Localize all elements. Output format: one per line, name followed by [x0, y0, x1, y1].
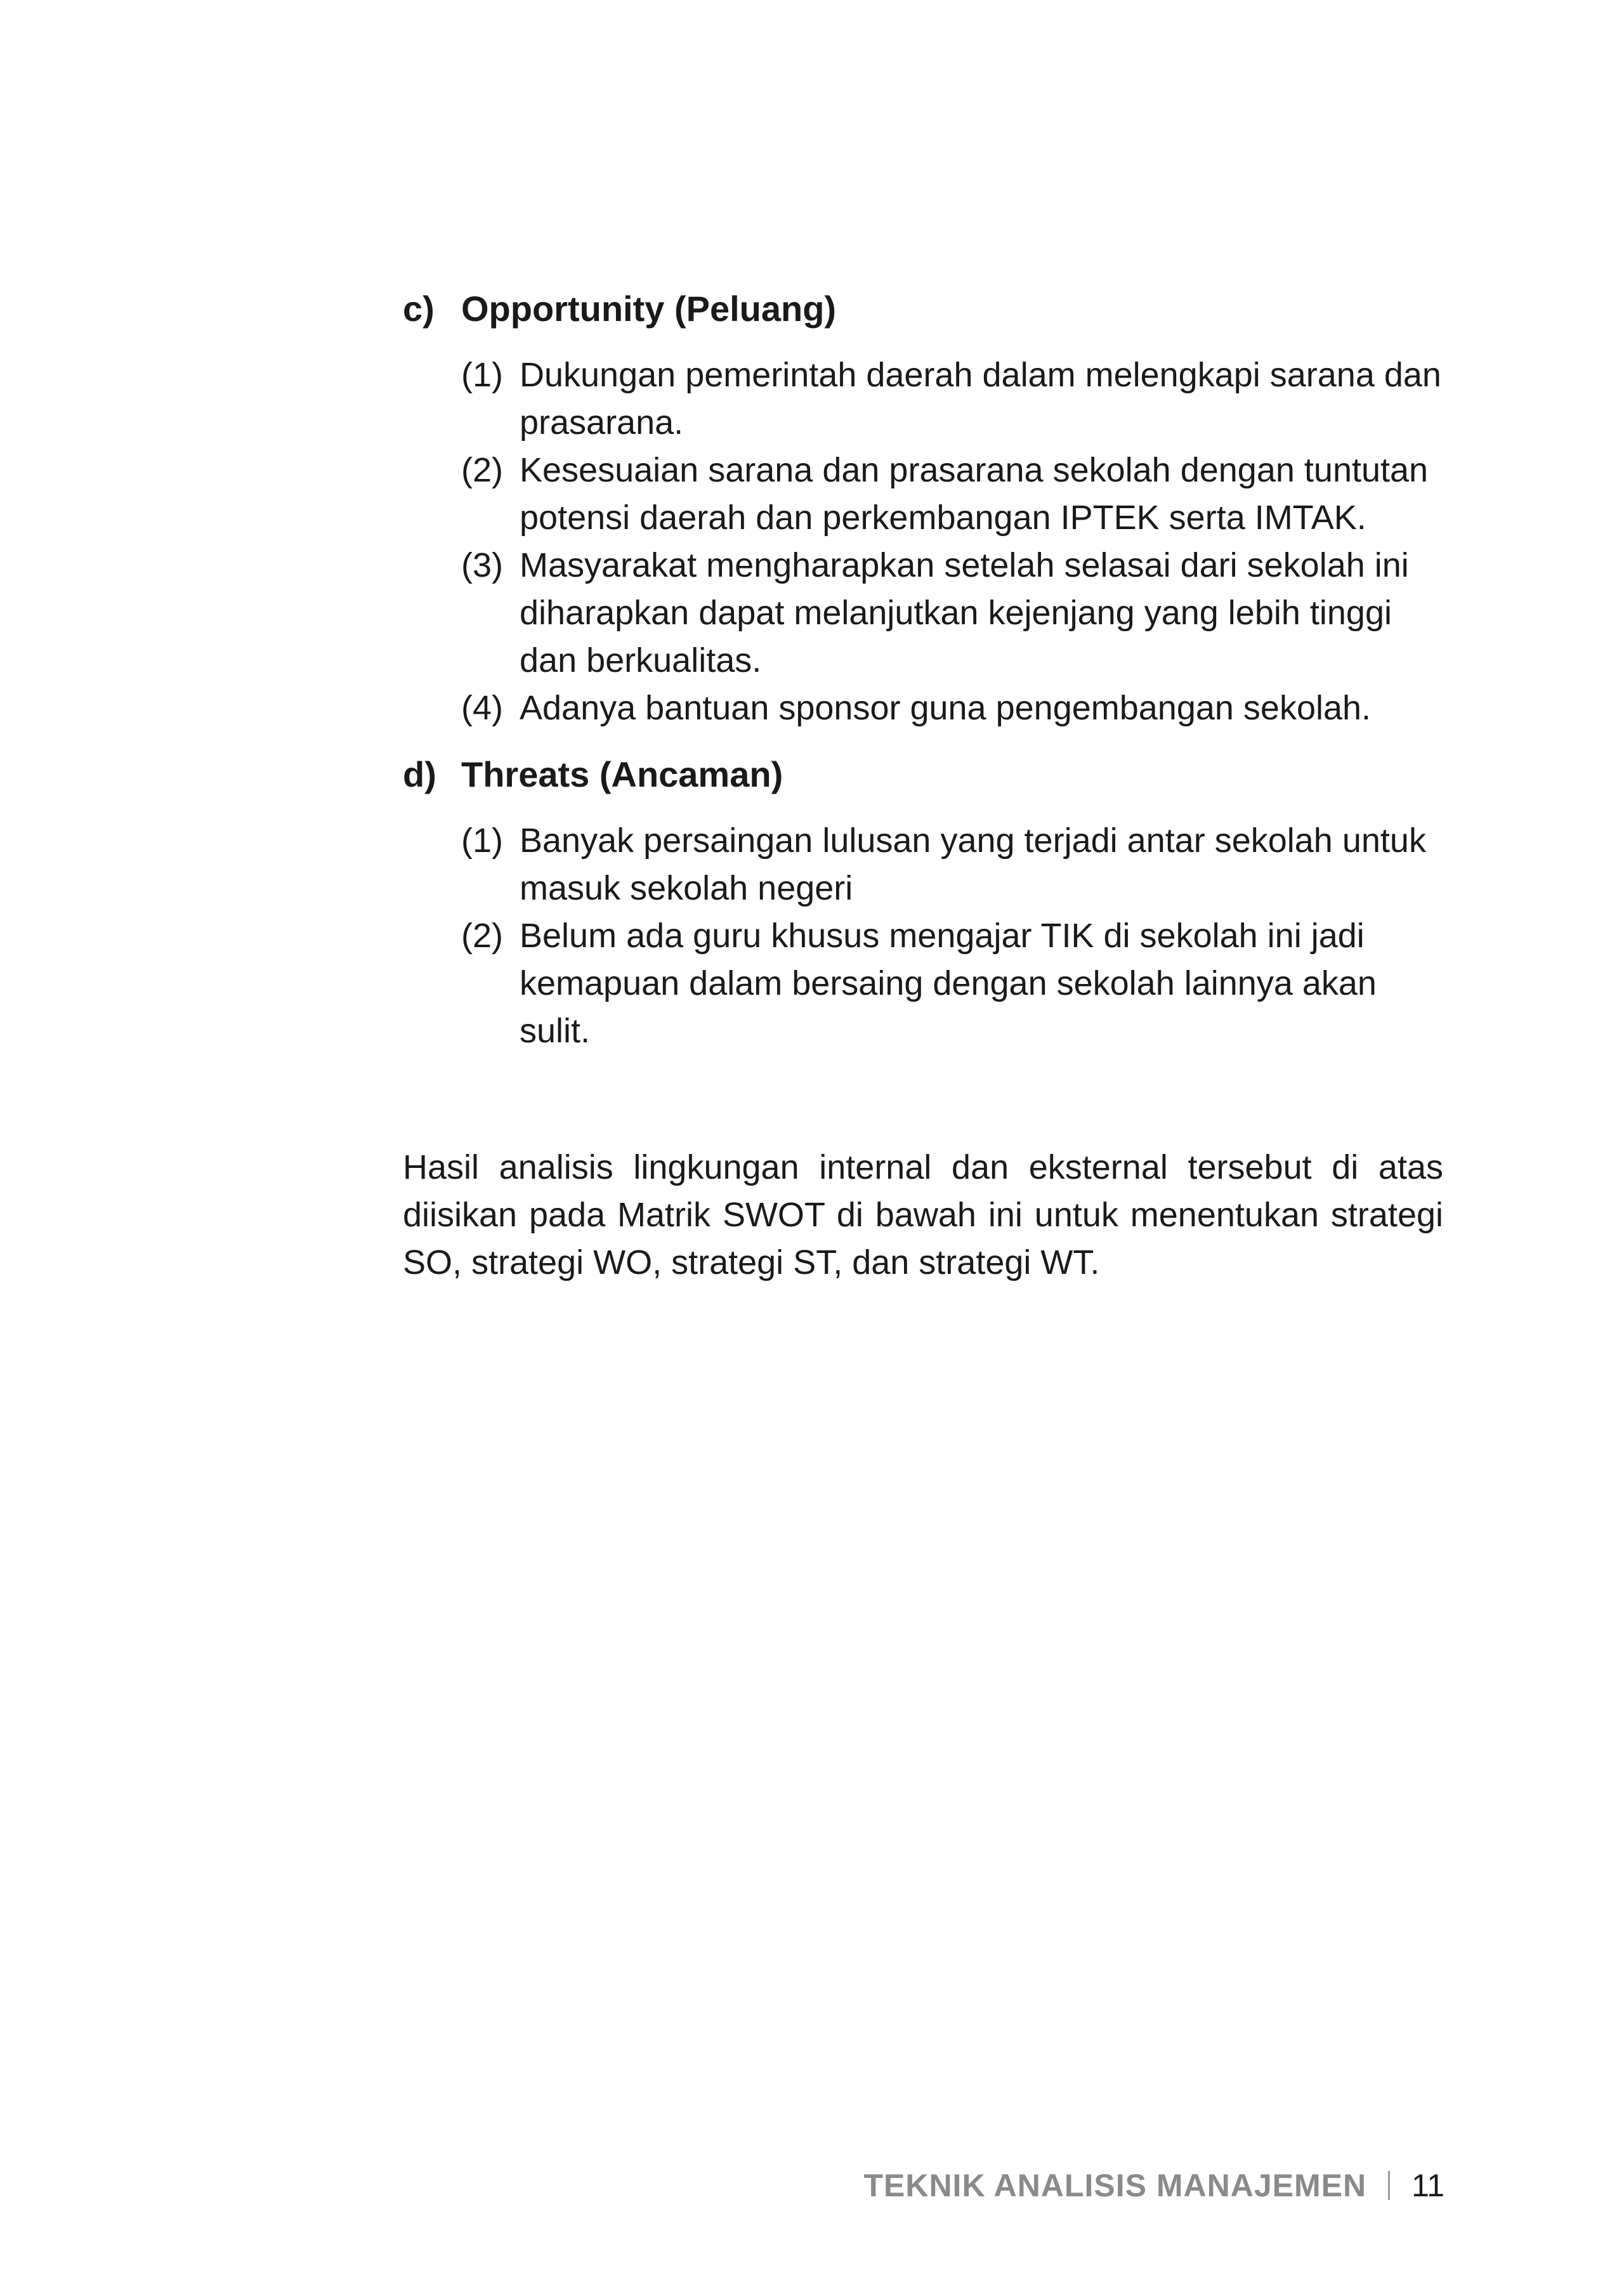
list-item: [461, 447, 1443, 542]
opportunity-list: [461, 351, 1443, 732]
section-heading-opportunity: [403, 285, 1443, 332]
list-item: [461, 542, 1443, 685]
item-text: Belum ada guru khusus mengajar TIK di sekolah ini jadi kemapuan dalam bersaing dengan sekolah lainnya akan sulit.: [520, 917, 1377, 1050]
item-text: Masyarakat mengharapkan setelah selasai dari sekolah ini diharapkan dapat melanjutkan kejenjang yang lebih tinggi dan berkualitas.: [520, 546, 1409, 679]
section-letter: c): [403, 289, 435, 329]
item-number: (1): [461, 356, 503, 394]
item-text: Adanya bantuan sponsor guna pengembangan sekolah.: [520, 689, 1372, 727]
section-heading-threats: [403, 751, 1443, 798]
list-item: [461, 351, 1443, 447]
item-text: Banyak persaingan lulusan yang terjadi antar sekolah untuk masuk sekolah negeri: [520, 822, 1426, 907]
section-letter: d): [403, 754, 436, 794]
body-paragraph: Hasil analisis lingkungan internal dan eksternal tersebut di atas diisikan pada Matrik SWOT di bawah ini untuk menentukan strategi SO, strategi WO, strategi ST, dan strategi WT.: [403, 1148, 1443, 1281]
list-item: [461, 817, 1443, 912]
footer-divider: [1388, 2171, 1390, 2200]
item-number: (2): [461, 917, 503, 955]
page-footer: [863, 2163, 1444, 2208]
page-content: [403, 285, 1443, 1321]
section-title: Opportunity (Peluang): [461, 289, 837, 329]
list-item: [461, 912, 1443, 1055]
item-number: (2): [461, 451, 503, 489]
item-number: (3): [461, 546, 503, 584]
section-threats: [403, 751, 1443, 1055]
item-text: Dukungan pemerintah daerah dalam melengkapi sarana dan prasarana.: [520, 356, 1441, 442]
threats-list: [461, 817, 1443, 1055]
item-text: Kesesuaian sarana dan prasarana sekolah dengan tuntutan potensi daerah dan perkembangan IPTEK serta IMTAK.: [520, 451, 1429, 537]
item-number: (1): [461, 822, 503, 860]
footer-title: TEKNIK ANALISIS MANAJEMEN: [863, 2168, 1367, 2203]
section-opportunity: [403, 285, 1443, 732]
page-number: 11: [1411, 2168, 1444, 2203]
list-item: [461, 685, 1443, 732]
section-title: Threats (Ancaman): [461, 754, 783, 794]
item-number: (4): [461, 689, 503, 727]
